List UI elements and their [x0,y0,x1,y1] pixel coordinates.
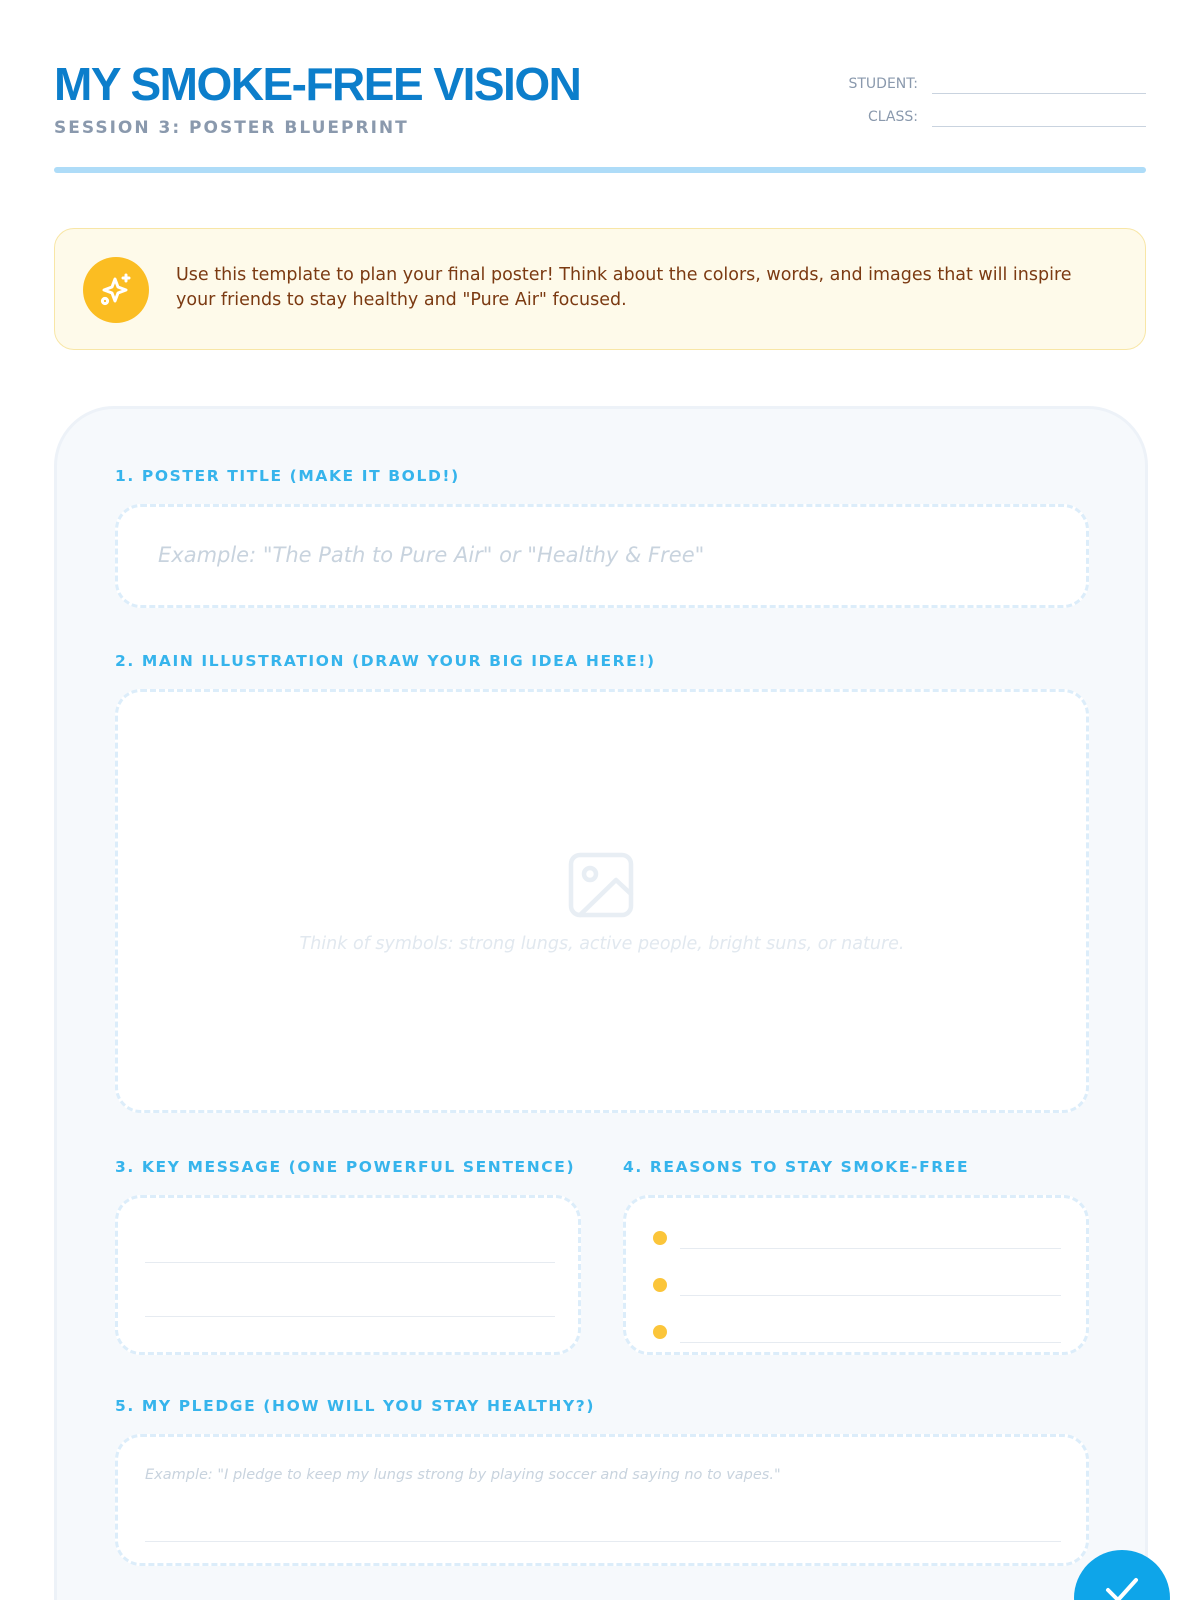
illustration-hint: Think of symbols: strong lungs, active people, bright suns, or nature. [299,934,905,954]
writing-line [145,1316,555,1317]
key-message-field[interactable] [115,1195,581,1355]
class-field[interactable] [822,101,1146,129]
page-subtitle: SESSION 3: POSTER BLUEPRINT [54,118,409,138]
instruction-callout [54,228,1146,350]
image-icon [566,850,636,920]
class-input-line[interactable] [932,126,1146,127]
pledge-placeholder: Example: "I pledge to keep my lungs strong by playing soccer and saying no to vapes." [145,1467,781,1483]
bullet-point [653,1325,667,1339]
section-label-pledge: 5. MY PLEDGE (HOW WILL YOU STAY HEALTHY?) [115,1397,596,1415]
poster-blueprint-card [54,406,1148,1600]
checkmark-icon [1102,1572,1142,1600]
student-label: STUDENT: [848,76,918,92]
section-label-reasons: 4. REASONS TO STAY SMOKE-FREE [623,1158,970,1176]
sparkles-icon [83,257,149,323]
poster-title-placeholder: Example: "The Path to Pure Air" or "Healthy & Free" [158,543,705,567]
instruction-text: Use this template to plan your final poster! Think about the colors, words, and images that will inspire your friends to stay healthy and "Pure Air" focused. [176,265,1072,310]
student-field[interactable] [822,68,1146,96]
page-title: MY SMOKE-FREE VISION [54,58,581,110]
section-label-key-message: 3. KEY MESSAGE (ONE POWERFUL SENTENCE) [115,1158,576,1176]
pledge-field[interactable] [115,1434,1089,1566]
class-label: CLASS: [868,109,918,125]
student-input-line[interactable] [932,93,1146,94]
bullet-point [653,1231,667,1245]
header-divider [54,167,1146,173]
poster-title-field[interactable] [115,504,1089,608]
bullet-point [653,1278,667,1292]
reason-line-1[interactable] [680,1248,1061,1249]
reasons-field[interactable] [623,1195,1089,1355]
worksheet-header [54,56,1146,176]
section-label-illustration: 2. MAIN ILLUSTRATION (DRAW YOUR BIG IDEA HERE!) [115,652,656,670]
writing-line [145,1541,1061,1542]
illustration-area[interactable] [115,689,1089,1113]
section-label-poster-title: 1. POSTER TITLE (MAKE IT BOLD!) [115,467,460,485]
reason-line-3[interactable] [680,1342,1061,1343]
reason-line-2[interactable] [680,1295,1061,1296]
writing-line [145,1262,555,1263]
